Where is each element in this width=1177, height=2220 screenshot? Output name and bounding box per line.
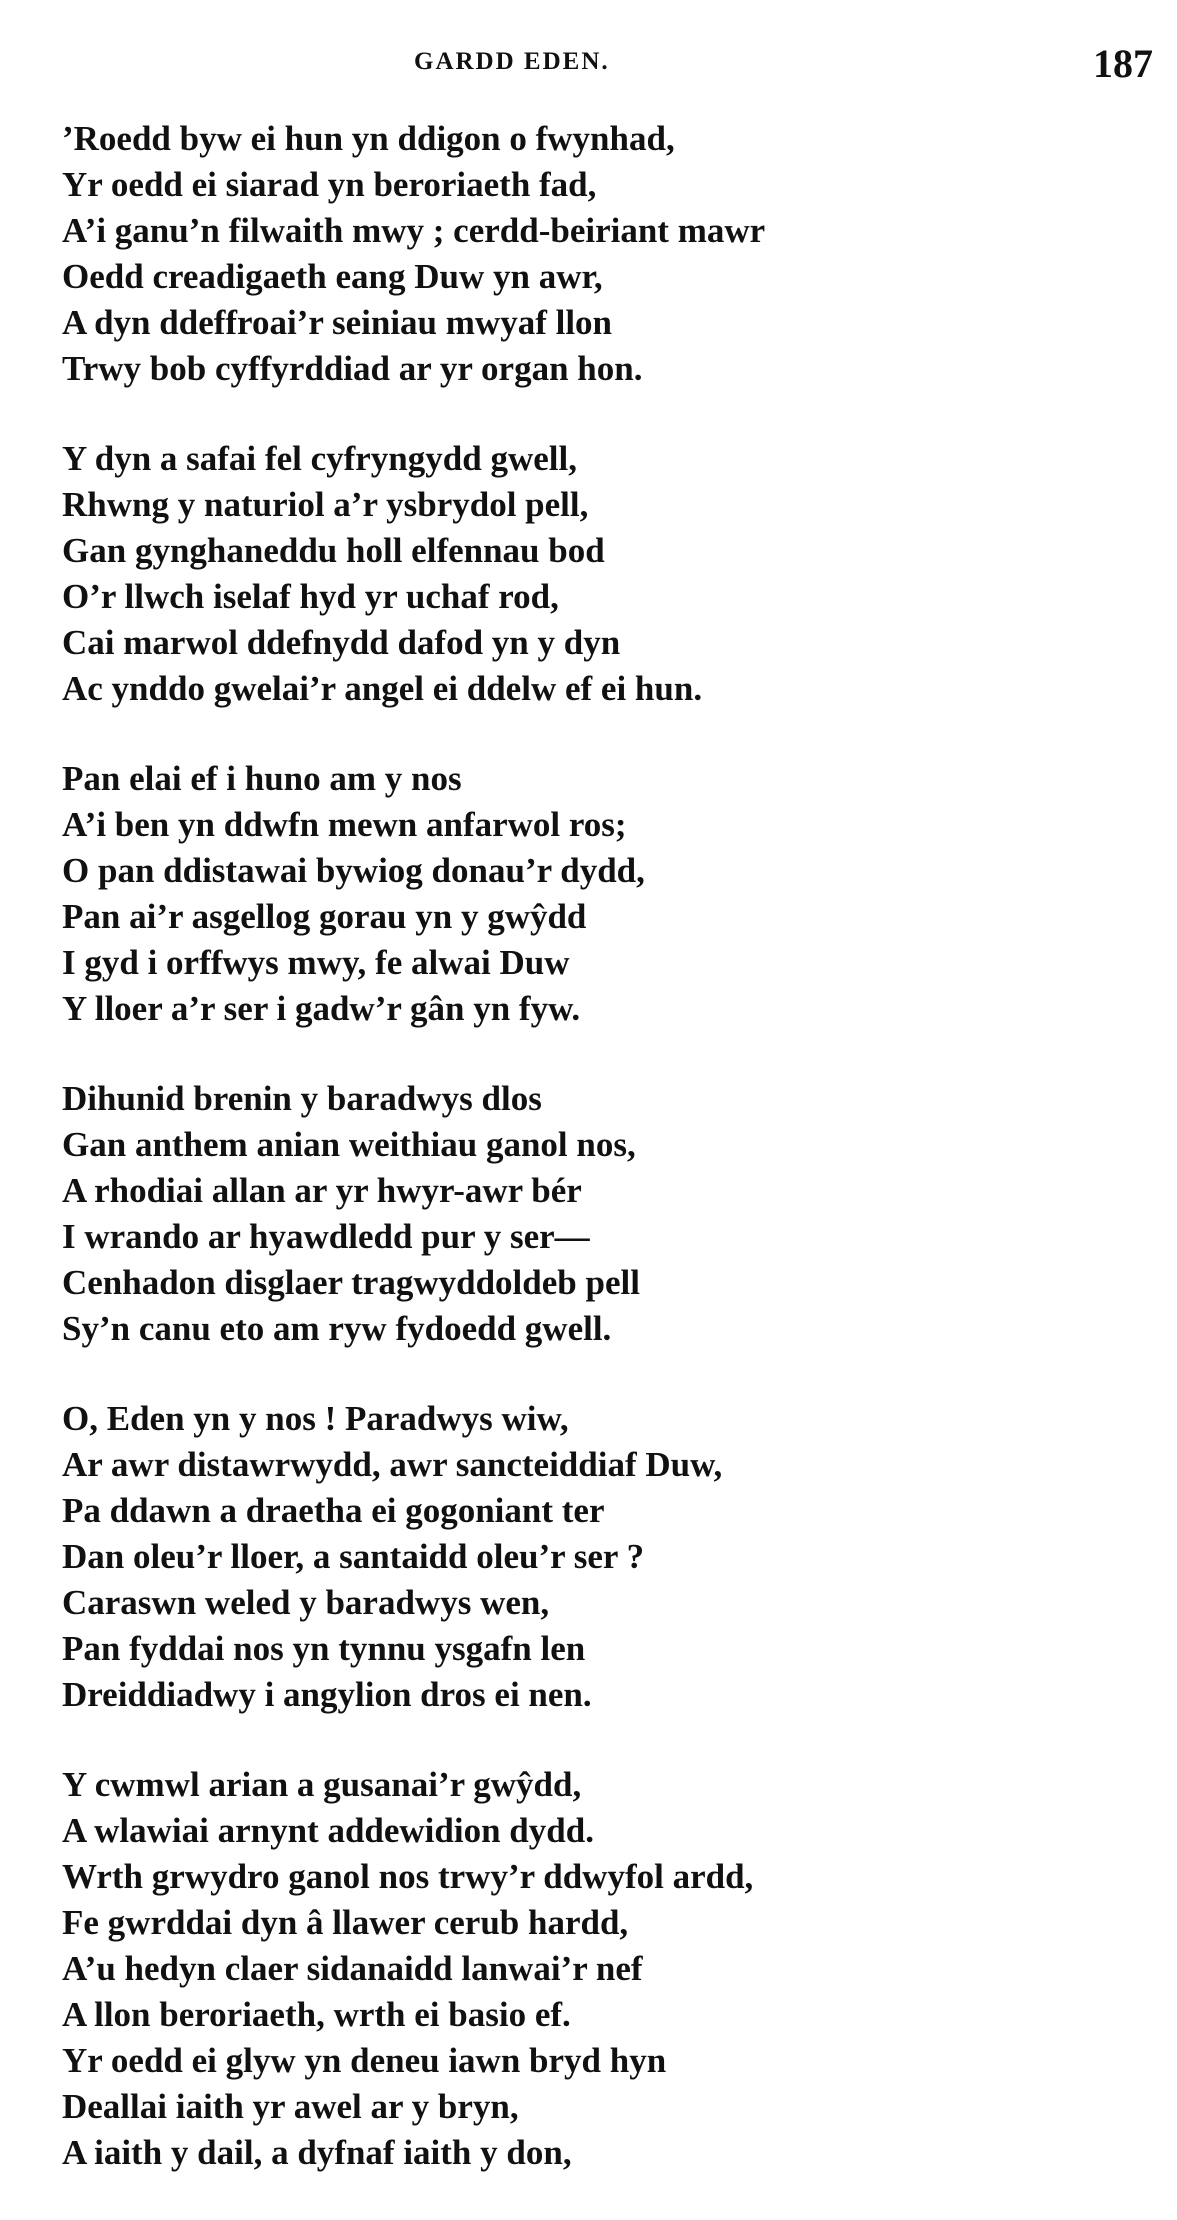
poem-line: Ac ynddo gwelai’r angel ei ddelw ef ei hun. — [62, 669, 703, 708]
poem-line: Fe gwrddai dyn â llawer cerub hardd, — [62, 1903, 629, 1942]
poem-line: Yr oedd ei glyw yn deneu iawn bryd hyn — [62, 2041, 667, 2080]
poem-line: Y lloer a’r ser i gadw’r gân yn fyw. — [62, 989, 581, 1028]
poem-line: Gan anthem anian weithiau ganol nos, — [62, 1125, 636, 1164]
poem-line: A’u hedyn claer sidanaidd lanwai’r nef — [62, 1949, 643, 1988]
stanza-5 — [62, 1396, 1142, 1718]
poem-line: Pa ddawn a draetha ei gogoniant ter — [62, 1491, 605, 1530]
poem-line: Trwy bob cyffyrddiad ar yr organ hon. — [62, 349, 643, 388]
poem-line: A’i ben yn ddwfn mewn anfarwol ros; — [62, 805, 627, 844]
poem-line: A wlawiai arnynt addewidion dydd. — [62, 1811, 594, 1850]
stanza-1 — [62, 116, 1142, 392]
poem-line: Sy’n canu eto am ryw fydoedd gwell. — [62, 1309, 612, 1348]
stanza-3 — [62, 756, 1142, 1032]
poem-line: O, Eden yn y nos ! Paradwys wiw, — [62, 1399, 569, 1438]
poem-line: O pan ddistawai bywiog donau’r dydd, — [62, 851, 645, 890]
poem-line: Pan fyddai nos yn tynnu ysgafn len — [62, 1629, 586, 1668]
poem-line: A rhodiai allan ar yr hwyr-awr bér — [62, 1171, 582, 1210]
poem-line: Pan elai ef i huno am y nos — [62, 759, 462, 798]
poem-line: Caraswn weled y baradwys wen, — [62, 1583, 550, 1622]
stanza-2 — [62, 436, 1142, 712]
running-title: GARDD EDEN. — [414, 48, 610, 75]
poem-line: I gyd i orffwys mwy, fe alwai Duw — [62, 943, 570, 982]
poem-line: Cenhadon disglaer tragwyddoldeb pell — [62, 1263, 640, 1302]
poem-line: ’Roedd byw ei hun yn ddigon o fwynhad, — [62, 119, 675, 158]
poem-line: Dihunid brenin y baradwys dlos — [62, 1079, 542, 1118]
poem-line: Dreiddiadwy i angylion dros ei nen. — [62, 1675, 592, 1714]
poem-line: A dyn ddeffroai’r seiniau mwyaf llon — [62, 303, 613, 342]
poem-line: Cai marwol ddefnydd dafod yn y dyn — [62, 623, 621, 662]
poem-line: A iaith y dail, a dyfnaf iaith y don, — [62, 2133, 572, 2172]
page-number: 187 — [1093, 41, 1153, 86]
poem-line: I wrando ar hyawdledd pur y ser— — [62, 1217, 590, 1256]
poem-line: A’i ganu’n filwaith mwy ; cerdd-beiriant mawr — [62, 211, 766, 250]
poem-line: Ar awr distawrwydd, awr sancteiddiaf Duw, — [62, 1445, 723, 1484]
poem-line: Rhwng y naturiol a’r ysbrydol pell, — [62, 485, 589, 524]
stanza-6 — [62, 1762, 1142, 2176]
poem-line: A llon beroriaeth, wrth ei basio ef. — [62, 1995, 571, 2034]
poem-line: O’r llwch iselaf hyd yr uchaf rod, — [62, 577, 559, 616]
poem-line: Gan gynghaneddu holl elfennau bod — [62, 531, 605, 570]
poem-body — [62, 116, 1142, 2220]
stanza-4 — [62, 1076, 1142, 1352]
poem-line: Y dyn a safai fel cyfryngydd gwell, — [62, 439, 577, 478]
poem-line: Oedd creadigaeth eang Duw yn awr, — [62, 257, 603, 296]
poem-line: Y cwmwl arian a gusanai’r gwŷdd, — [62, 1765, 582, 1804]
poem-line: Wrth grwydro ganol nos trwy’r ddwyfol ardd, — [62, 1857, 754, 1896]
poem-line: Pan ai’r asgellog gorau yn y gwŷdd — [62, 897, 587, 936]
poem-line: Yr oedd ei siarad yn beroriaeth fad, — [62, 165, 597, 204]
running-head — [0, 40, 1177, 86]
poem-line: Deallai iaith yr awel ar y bryn, — [62, 2087, 519, 2126]
poem-line: Dan oleu’r lloer, a santaidd oleu’r ser ? — [62, 1537, 645, 1576]
